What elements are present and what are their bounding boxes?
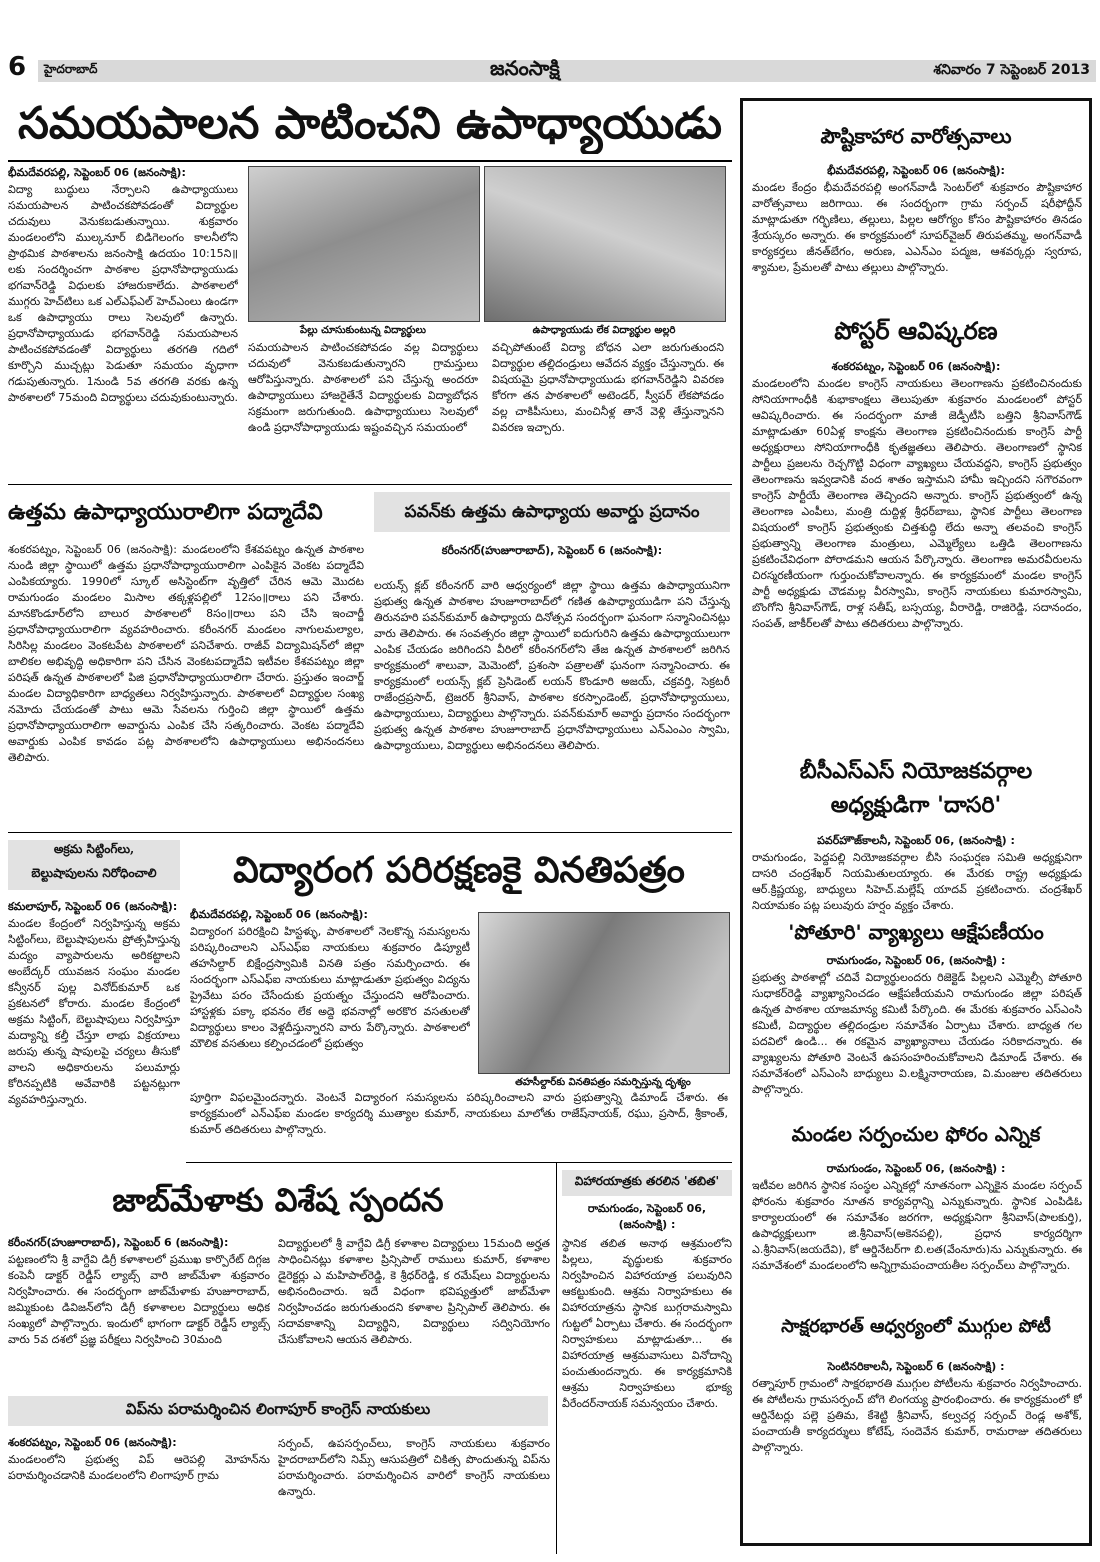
- sidebar-s5-date: రామగుండం, సెప్టెంబర్ 06, (జనంసాక్షి) :: [826, 1162, 1006, 1175]
- sidebar-s4-title: 'పోతూరి' వ్యాఖ్యలు ఆక్షేపణీయం: [788, 920, 1044, 944]
- page-header: [0, 0, 1100, 88]
- story3-text: లయన్స్ క్లబ్ కరీంనగర్ వారి ఆధ్వర్యంలో జిల్లా స్థాయి ఉత్తమ ఉపాధ్యాయునిగా ప్రభుత్వ ఉన్నత పాఠశాల హుజూరాబాద్‌లో గణిత ఉపాధ్యాయుడిగా పని చేస్తున్న తిరునహరి పవన్‌కుమార్ ఉపాధ్యాయ దినోత్సవ సందర్భంగా ఘనంగా సన్మానించినట్లు వారు తెలిపారు. ఈ సంవత్సరం జిల్లా స్థాయిలో ఐదుగురిని ఉత్తమ ఉపాధ్యాయులుగా ఎంపిక చేయడం జరిగిందని వీరిలో కరీంనగర్‌లోని తేజ ఉన్నత పాఠశాలలో జరిగిన కార్యక్రమంలో శాలువా, మెమెంటో, ప్రశంసా పత్రాలతో ఘనంగా సన్మానించారు. ఈ కార్యక్రమంలో లయన్స్ క్లబ్ ప్రెసిడెంట్ లయన్ కొండూరి అజయ్, చక్రవర్తి, సెక్రటరీ రాజేంద్రప్రసాద్, ట్రెజరర్ శ్రీనివాస్, పాఠశాల కరస్పాండెంట్, ప్రధానోపాధ్యాయులు, ఉపాధ్యాయులు, విద్యార్థులు పాల్గొన్నారు. పవన్‌కుమార్ అవార్డు ప్రదానం సందర్భంగా ప్రభుత్వ ఉన్నత పాఠశాల హుజూరాబాద్ ప్రధానోపాధ్యాయులు ఎన్ఎంఎం స్వామి, ఉపాధ్యాయులు, విద్యార్థులు అభినందనలు తెలిపారు.: [374, 579, 730, 752]
- header-city: హైదరాబాద్: [44, 62, 98, 76]
- sidebar-s3-title-line2: అధ్యక్షుడిగా 'దాసరి': [830, 792, 1002, 818]
- sidebar-s6-title: సాక్షరభారత్ ఆధ్వర్యంలో ముగ్గుల పోటీ: [781, 1316, 1051, 1337]
- story1-photo1: [248, 166, 480, 322]
- sidebar-s3-text: రామగుండం, పెద్దపల్లి నియోజకవర్గాల బీసి సంఘర్షణ సమితి అధ్యక్షునిగా దాసరి చంద్రశేఖర్ నియమితులయ్యారు. ఈ మేరకు రాష్ట్ర అధ్యక్షుడు ఆర్.క్రిష్ణయ్య, బాధ్యులు సిహెచ్.మల్లేష్ యాదవ్ ప్రకటించారు. చంద్రశేఖర్ నియామకం పట్ల పలువురు హర్షం వ్యక్తం చేశారు.: [752, 851, 1082, 912]
- story1-col2: సమయపాలన పాటించకపోవడం వల్ల విద్యార్థులు చదువులో వెనుకబడుతున్నారని గ్రామస్తులు ఆరోపిస్తున్నారు. పాఠశాలలో పని చేస్తున్న అందరూ ఉపాధ్యాయులు హాజరైతేనే విద్యార్థులకు విద్యాబోధన సక్రమంగా జరుగుతుంది. ఉపాధ్యాయులు సెలవులో ఉండి ప్రధానోపాధ్యాయుడు ఇష్టంవచ్చిన సమయంలో: [248, 341, 478, 434]
- story6-headline: జాబ్‌మేళాకు విశేష స్పందన: [112, 1181, 444, 1219]
- story5-caption: తహసీల్దార్‌కు వినతిపత్రం సమర్పిస్తున్న దృశ్యం: [515, 1077, 691, 1088]
- sidebar-s2-date: శంకరపట్నం, సెప్టెంబర్ 06 (జనంసాక్షి):: [831, 360, 1001, 373]
- divider-3: [186, 1162, 732, 1163]
- story8-headline: విప్‌ను పరామర్శించిన లింగాపూర్ కాంగ్రెస్ నాయకులు: [125, 1400, 431, 1418]
- divider-4: [556, 1162, 557, 1554]
- sidebar-s6-text: రత్నాపూర్ గ్రామంలో సాక్షరభారతి ముగ్గుల పోటీలను శుక్రవారం నిర్వహించారు. ఈ పోటీలను గ్రామసర్పంచ్ బోగె లింగయ్య ప్రారంభించారు. ఈ కార్యక్రమంలో కో ఆర్డినేటర్లు పల్లె ప్రతిమ, కేశెట్టి శ్రీనివాస్, కల్వచర్ల సర్పంచ్ రెండ్ల అశోక్, పంచాయతీ కార్యదర్శులు కోటేష్, సందెవేన కుమార్, రామరాజు తదితరులు పాల్గొన్నారు.: [752, 1377, 1082, 1454]
- story1-rule: [8, 160, 732, 162]
- story2-headline: ఉత్తమ ఉపాధ్యాయురాలిగా పద్మాదేవి: [8, 499, 323, 525]
- story1-photo2-caption: ఉపాధ్యాయుడు లేక విద్యార్థుల అల్లరి: [532, 325, 676, 336]
- sidebar-s2-text: మండలంలోని మండల కాంగ్రెస్ నాయకులు తెలంగాణను ప్రకటించినందుకు సోనియాగాంధీకి శుభాకాంక్షలు తెలుపుతూ శుక్రవారం మండలంలో పోస్టర్ ఆవిష్కరించారు. ఈ సందర్భంగా మాజీ జెడ్పీటీసి బత్తిని శ్రీనివాస్‌గౌడ్ మాట్లాడుతూ 60ఏళ్ల కాంక్షను తెలంగాణ ప్రకటించినందుకు కాంగ్రెస్ పార్టీ అధ్యక్షురాలు సోనియాగాంధీకి కృతజ్ఞతలు తెలిపారు. తెలంగాణలో స్థానిక పార్టీలు ప్రజలను రెచ్చగొట్టి విధంగా వ్యాఖ్యలు చేయవద్దని, కాంగ్రెస్ ప్రభుత్వం తెలంగాణను ఇవ్వడానికి వంద శాతం ఇస్తామని హామీ ఇచ్చిందని సగౌరవంగా కాంగ్రెస్ పార్టీయే తెలంగాణ తెచ్చిందని అన్నారు. కాంగ్రెస్ ప్రభుత్వంలో ఉన్న తెలంగాణ ఎంపీలు, మంత్రి దుద్దిళ్ల శ్రీధర్‌బాబు, స్థానిక పార్టీలు తెలంగాణ విషయంలో కాంగ్రెస్ ప్రభుత్వంకు చిత్తశుద్ధి లేదు అన్నా తలవంచి కాంగ్రెస్ ప్రభుత్వాన్ని తెలంగాణ మంత్రులు, ఎమ్మెల్యేలు ఒత్తిడి తెలంగాణను ప్రకటించేవిధంగా పోరాడమని ఆయన పేర్కొన్నారు. తెలంగాణ అమరవీరులను చిరస్మరణీయంగా గుర్తుంచుకోవాలన్నారు. ఈ కార్యక్రమంలో మండల కాంగ్రెస్ పార్టీ అధ్యక్షుడు చౌడమల్ల వీరస్వామి, కాంగ్రెస్ నాయకులు కుమారస్వామి, బొంగోని శ్రీనివాస్‌గౌడ్, రాళ్ల సతీష్, బస్సయ్య, వీరారెడ్డి, రాజిరెడ్డి, సదానందం, సంపత్, జాకీర్‌లతో పాటు తదితరులు పాల్గొన్నారు.: [752, 377, 1082, 630]
- story3-dateline: కరీంనగర్(హుజూరాబాద్), సెప్టెంబర్ 6 (జనంసాక్షి):: [441, 544, 663, 557]
- sidebar-s5-text: ఇటీవల జరిగిన స్థానిక సంస్థల ఎన్నికల్లో నూతనంగా ఎన్నికైన మండల సర్పంచ్ ఫోరంను శుక్రవారం నూతన కార్యవర్గాన్ని ఎన్నుకున్నారు. స్థానిక ఎంపిడిఓ కార్యాలయంలో ఈ సమావేశం జరగగా, అధ్యక్షునిగా శ్రీనివాస్(పాలకుర్తి), ఉపాధ్యక్షులుగా జి.శ్రీనివాస్(అకెనపల్లి), ప్రధాన కార్యదర్శిగా ఎ.శ్రీనివాస్(జయదేవి), కో ఆర్డినేటర్‌గా బి.లత(వేంనూరు)ను ఎన్నుకున్నారు. ఈ సమావేశంలో మండలంలోని అన్నిగ్రామపంచాయతీల సర్పంచ్‌లు పాల్గొన్నారు.: [752, 1179, 1082, 1272]
- story3-headline: పవన్‌కు ఉత్తమ ఉపాధ్యాయ అవార్డు ప్రదానం: [404, 502, 700, 522]
- sidebar-s4-text: ప్రభుత్వ పాఠశాల్లో చదివే విద్యార్థులందరు రిజెక్టెడ్ పిల్లలని ఎమ్మెల్సీ పోతూరి సుధాకర్‌రెడ్డి వ్యాఖ్యానించడం ఆక్షేపణీయమని రామగుండం జిల్లా పరిషత్ ఉన్నత పాఠశాల యాజమాన్య కమిటీ పేర్కొంది. ఈ మేరకు శుక్రవారం ఎస్ఎంసి కమిటీ, విద్యార్థుల తల్లిదండ్రుల సమావేశం ఏర్పాటు చేశారు. బాధ్యత గల పదవిలో ఉండి... ఈ రకమైన వ్యాఖ్యానాలు చేయడం సరికాదన్నారు. ఈ వ్యాఖ్యలను పోతూరి వెంటనే ఉపసంహరించుకోవాలని డిమాండ్ చేశారు. ఈ సమావేశంలో ఎస్ఎంసి బాధ్యులు వి.లక్ష్మినారాయణ, వి.మంజుల తదితరులు పాల్గొన్నారు.: [752, 971, 1082, 1096]
- story5-dateline: భీమదేవరపల్లి, సెప్టెంబర్ 06 (జనంసాక్షి):: [190, 908, 368, 921]
- story1-headline: సమయపాలన పాటించని ఉపాధ్యాయుడు: [17, 98, 723, 149]
- sidebar-s1-title: పౌష్టికాహార వారోత్సవాలు: [820, 124, 1012, 148]
- story5-bottom: పూర్తిగా విఫలమైందన్నారు. వెంటనే విద్యారంగ సమస్యలను పరిష్కరించాలని వారు ప్రభుత్వాన్ని డిమాండ్ చేశారు. ఈ కార్యక్రమంలో ఎన్ఎఫ్ఐ మండల కార్యదర్శి ముత్యాల కుమార్, నాయకులు మాలోతు రాజేష్‌నాయక్, రఘు, ప్రసాద్, శ్రీకాంత్, కుమార్ తదితరులు పాల్గొన్నారు.: [190, 1091, 728, 1136]
- story7-dateline: రామగుండం, సెప్టెంబర్ 06, (జనంసాక్షి) :: [587, 1202, 707, 1231]
- story5-headline: విద్యారంగ పరిరక్షణకై వినతిపత్రం: [233, 849, 685, 891]
- story1-col3: వచ్చిపోతుంటే విద్యా బోధన ఎలా జరుగుతుందని విద్యార్థుల తల్లిదండ్రులు ఆవేదన వ్యక్తం చేస్తున్నారు. ఈ విషయమై ప్రధానోపాధ్యాయుడు భగవాన్‌రెడ్డిని వివరణ కోరగా తన పాఠశాలలో అటెండర్, స్వీపర్ లేకపోవడం వల్ల చాకిపీసులు, మంచినీళ్ల తానే వెళ్లి తేస్తున్నానని వివరణ ఇచ్చారు.: [492, 341, 724, 434]
- sidebar-s1-text: మండల కేంద్రం భీమదేవరపల్లి అంగన్‌వాడీ సెంటర్‌లో శుక్రవారం పౌష్టికాహార వారోత్సవాలు జరిగాయి. ఈ సందర్భంగా గ్రామ సర్పంచ్ షరీఫోద్దీన్ మాట్లాడుతూ గర్భిణిలు, తల్లులు, పిల్లల ఆరోగ్యం కోసం పౌష్టికాహారం తినడం శ్రేయస్కరం అన్నారు. ఈ కార్యక్రమంలో సూపర్‌వైజర్ తిరుపతమ్మ, అంగన్‌వాడీ కార్యకర్తలు జీనత్‌బేగం, అరుణ, ఎఎన్ఎం పద్మజ, ఆశవర్కర్లు స్వరూప, శ్యామల, ప్రేమలతో పాటు తల్లులు పాల్గొన్నారు.: [752, 181, 1082, 274]
- sidebar-s1-date: భీమదేవరపల్లి, సెప్టెంబర్ 06 (జనంసాక్షి):: [827, 164, 1005, 177]
- masthead-logo: జనంసాక్షి: [490, 56, 560, 80]
- story5-photo: [478, 912, 730, 1074]
- divider-2: [8, 832, 732, 833]
- story4-headline-line1: అక్రమ సిట్టింగ్‌లు,: [53, 842, 135, 856]
- header-date: శనివారం 7 సెప్టెంబర్ 2013: [933, 62, 1090, 78]
- story1-photo1-caption: పేల్లు చూసుకుంటున్న విద్యార్థులు: [299, 325, 427, 336]
- sidebar-s4-date: రామగుండం, సెప్టెంబర్ 06, (జనంసాక్షి) :: [826, 954, 1006, 967]
- story4-text: మండల కేంద్రంలో నిర్వహిస్తున్న అక్రమ సిట్టింగ్‌లు, బెల్టుషాపులను ప్రోత్సహిస్తున్న మద్యం వ్యాపారులను అరికట్టాలని అంబేద్కర్ యువజన సంఘం మండల కన్వీనర్ పుల్ల వినోద్‌కుమార్ ఒక ప్రకటనలో కోరారు. మండల కేంద్రంలో అక్రమ సిట్టింగ్, బెల్టుషాపులు నిర్వహిస్తూ మద్యాన్ని కల్తీ చేస్తూ లాభు విక్రయాలు జరుపు తున్న షాపులపై చర్యలు తీసుకో వాలని అధికారులను పలుమార్లు కోరినప్పటికి అవేవారికి పట్టనట్లుగా వ్యవహరిస్తున్నారు.: [8, 917, 180, 1106]
- story8-dateline: శంకరపట్నం, సెప్టెంబర్ 06 (జనంసాక్షి):: [8, 1436, 177, 1449]
- story8-col1: మండలంలోని ప్రభుత్వ విప్ ఆరెపల్లి మోహన్‌ను పరామర్శించడానికి మండలంలోని లింగాపూర్ గ్రామ: [8, 1453, 270, 1482]
- story6-dateline: కరీంనగర్(హుజూరాబాద్), సెప్టెంబర్ 6 (జనంసాక్షి):: [8, 1236, 229, 1249]
- story6-col1: పట్టణంలోని శ్రీ వాగ్దేవి డిగ్రీ కళాశాలలో ప్రముఖ కార్పొరేట్ దిగ్గజ కంపెనీ డాక్టర్ రెడ్డీస్ ల్యాబ్స్ వారి జాబ్‌మేళా శుక్రవారం నిర్వహించారు. ఈ సందర్భంగా జాబ్‌మేళాకు హుజూరాబాద్, జమ్మికుంట డివిజన్‌లోని డిగ్రీ కళాశాలల విద్యార్థులు అధిక సంఖ్యలో పాల్గొన్నారు. ఇందులో భాగంగా డాక్టర్ రెడ్డీస్ ల్యాబ్స్ వారు 5వ దశలో ప్రజ్ఞ పరీక్షలు నిర్వహించి 30మంది: [8, 1253, 270, 1346]
- story2-text: శంకరపట్నం, సెప్టెంబర్ 06 (జనంసాక్షి): మండలంలోని కేశవపట్నం ఉన్నత పాఠశాల నుండి జిల్లా స్థాయిలో ఉత్తమ ప్రధానోపాధ్యాయురాలిగా ఎంపికైన వెంకట పద్మాదేవి ఎంపికయ్యారు. 1990లో స్కూల్ అసిస్టెంట్‌గా వృత్తిలో చేరిన ఆమె మొదట రామగుండం మండలం మిసాల తక్కళ్లపల్లిలో 12సం॥రాలు పని చేశారు. మానకొండూర్‌లోని బాలుర పాఠశాలలో 8సం॥రాలు పని చేసి ఇంచార్జీ ప్రధానోపాధ్యాయురాలిగా వ్యవహరించారు. కరీంనగర్ మండలం నాగులమల్యాల, సిరిసిల్ల మండలం వెంకటపేట పాఠశాలలో పనిచేశారు. రాజీవ్ విద్యామిషన్‌లో జిల్లా బాలికల అభివృద్ధి అధికారిగా పని చేసిన వెంకటపద్మాదేవి ఇటీవల కేశవపట్నం జిల్లా పరిషత్ ఉన్నత పాఠశాలలో పిజి ప్రధానోపాధ్యాయురాలిగా చేరారు. ప్రస్తుతం ఇంచార్జ్ మండల విద్యాధికారిగా బాధ్యతలు నిర్వహిస్తున్నారు. పాఠశాలలో విద్యార్థుల సంఖ్య నమోదు చేయడంతో పాటు ఆమె సేవలను గుర్తించి జిల్లా స్థాయిలో ఉత్తమ ప్రధానోపాధ్యాయురాలిగా అవార్డును ఎంపిక చేసి సత్కరించారు. వెంకట పద్మాదేవి అవార్డుకు ఎంపిక కావడం పట్ల పాఠశాలలోని ఉపాధ్యాయులు అభినందనలు తెలిపారు.: [8, 543, 364, 764]
- story7-text: స్థానిక తబిత అనాథ ఆశ్రమంలోని పిల్లలు, వృద్ధులకు శుక్రవారం నిర్వహించిన విహారయాత్ర పలువురిని ఆకట్టుకుంది. ఆశ్రమ నిర్వాహకులు ఈ విహారయాత్రను స్థానిక బుగ్గరామస్వామి గుట్టలో ఏర్పాటు చేశారు. ఈ సందర్భంగా నిర్వాహకులు మాట్లాడుతూ... ఈ విహారయాత్ర ఆశ్రమవాసులు వినోదాన్ని పంచుతుందన్నారు. ఈ కార్యక్రమానికి ఆశ్రమ నిర్వాహకులు భూక్య వీరేందర్‌నాయక్ సమన్వయం చేశారు.: [562, 1237, 732, 1410]
- story4-headline-line2: బెల్టుషాపులను నిరోధించాలి: [31, 866, 157, 880]
- story1-col1: విద్యా బుద్ధులు నేర్పాలని ఉపాధ్యాయులు సమయపాలన పాటించకపోవడంతో విద్యార్థుల చదువులు వెనుకబడుతున్నాయి. శుక్రవారం మండలంలోని ముల్కనూర్ బిడిగెలంగం కాలనీలోని ప్రాథమిక పాఠశాలను జనంసాక్షి ఉదయం 10:15ని॥లకు సందర్శించగా పాఠశాల ప్రధానోపాధ్యాయుడు భగవాన్‌రెడ్డి విధులకు హాజరుకాలేదు. పాఠశాలలో ముగ్గరు హెచ్‌టిలు ఒక ఎల్‌ఎఫ్‌ఎల్ హెచ్‌ఎంలు ఉండగా ఒక ఉపాధ్యాయు రాలు సెలవులో ఉన్నారు. ప్రధానోపాధ్యాయుడు భగవాన్‌రెడ్డి సమయపాలన పాటించకపోవడంతో విద్యార్థులు తరగతి గదిలో కూర్చొని ముచ్చట్లు పెడుతూ సమయం వృధాగా గడుపుతున్నారు. 1నుండి 5వ తరగతి వరకు ఉన్న పాఠశాలలో 75మంది విద్యార్థులు చదువుకుంటున్నారు.: [8, 183, 238, 404]
- sidebar-s2-title: పోస్టర్ ఆవిష్కరణ: [834, 316, 998, 345]
- sidebar-s3-title-line1: బీసీఎస్ఎస్ నియోజకవర్గాల: [799, 758, 1033, 784]
- story1-dateline: భీమదేవరపల్లి, సెప్టెంబర్ 06 (జనంసాక్షి):: [8, 166, 186, 179]
- sidebar-s6-date: సెంటినరికాలనీ, సెప్టెంబర్ 6 (జనంసాక్షి) :: [827, 1360, 1005, 1373]
- page-number: 6: [8, 52, 27, 82]
- sidebar-s5-title: మండల సర్పంచుల ఫోరం ఎన్నిక: [791, 1122, 1041, 1146]
- story7-headline: విహారయాత్రకు తరలిన 'తబిత': [574, 1174, 720, 1188]
- story6-col2: విద్యార్థులలో శ్రీ వాగ్దేవి డిగ్రీ కళాశాల విద్యార్థులు 15మంది అర్హత సాధించినట్లు కళాశాల ప్రిన్సిపాల్ రాములు కుమార్, కళాశాల డైరెక్టర్లు ఎ మహిపాల్‌రెడ్డి, కె శ్రీధర్‌రెడ్డి, క రమేష్‌లు విద్యార్థులను అభినందించారు. ఇదే విధంగా భవిష్యత్తులో జాబ్‌మేళా నిర్వహించడం జరుగుతుందని కళాశాల ప్రిన్సిపాల్ తెలిపారు. ఈ సదావకాశాన్ని విద్యార్థిని, విద్యార్థులు సద్వినియోగం చేసుకోవాలని ఆయన తెలిపారు.: [278, 1237, 550, 1346]
- sidebar-s3-date: పవర్‌హౌజ్‌కాలనీ, సెప్టెంబర్ 06, (జనంసాక్షి) :: [817, 834, 1015, 847]
- story4-dateline: కమలాపూర్, సెప్టెంబర్ 06 (జనంసాక్షి):: [8, 900, 178, 913]
- story1-photo2: [484, 166, 726, 322]
- divider-1: [8, 484, 732, 485]
- story5-col1: విద్యారంగ పరిరక్షించి హిస్టళ్ళు, పాఠశాలలో నెలకొన్న సమస్యలను పరిష్కరించాలని ఎస్ఎఫ్ఐ నాయకులు శుక్రవారం డిప్యూటీ తహసిల్దార్ బిక్షేంద్రస్వామికి వినతి పత్రం సమర్పించారు. ఈ సందర్భంగా ఎస్ఎఫ్ఐ నాయకులు మాట్లాడుతూ ప్రభుత్వం విద్యను ప్రైవేటు పరం చేసేందుకు ప్రయత్నం చేస్తుందని ఆరోపించారు. హాస్టళ్లకు పక్కా భవనం లేక అద్దె భవనాల్లో అరకొర వసతులతో విద్యార్థులు కాలం వెళ్లదీస్తున్నారని వారు పేర్కొన్నారు. పాఠశాలలో మౌలిక వసతులు కల్పించడంలో ప్రభుత్వం: [190, 925, 470, 1050]
- story8-col2: సర్పంచ్, ఉపసర్పంచ్‌లు, కాంగ్రెస్ నాయకులు శుక్రవారం హైదరాబాద్‌లోని నిమ్స్ ఆసుపత్రిలో చికిత్స పొందుతున్న విప్‌ను పరామర్శించారు. పరామర్శించిన వారిలో కాంగ్రెస్ నాయకులు ఉన్నారు.: [278, 1437, 550, 1498]
